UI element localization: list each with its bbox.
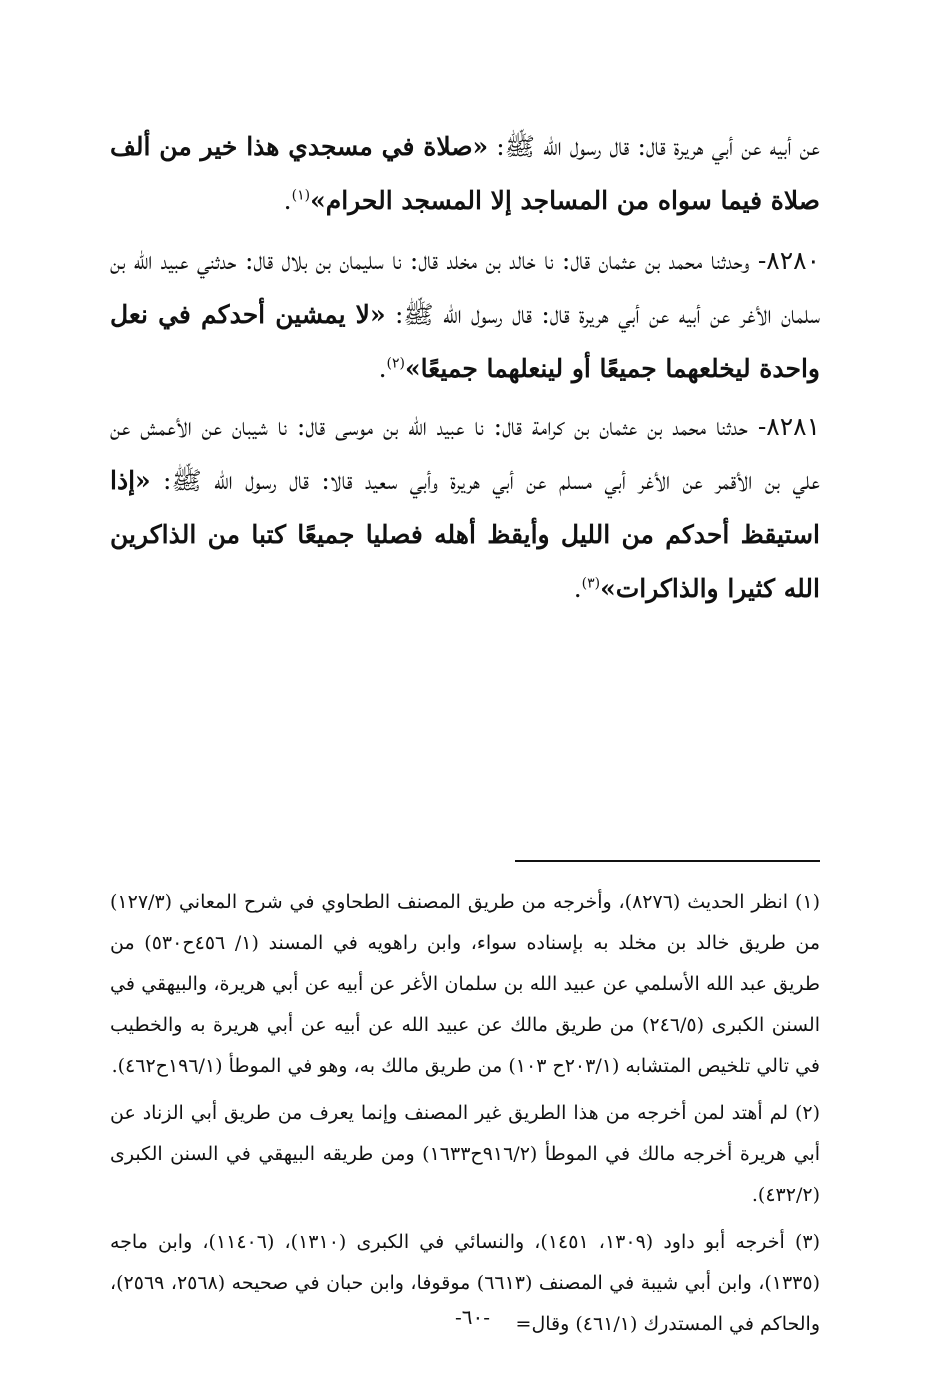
paragraph-1: عن أبيه عن أبي هريرة قال: قال رسول الله ﷺ: «صلاة في مسجدي هذا خير من ألف صلاة فيما سواه من المساجد إلا المسجد الحرام»$^{(١)}$. [110,132,820,215]
paragraph-8280: ٨٢٨٠- وحدثنا محمد بن عثمان قال: نا خالد بن مخلد قال: نا سليمان بن بلال قال: حدثني عبيد الله بن سلمان الأغر عن أبيه عن أبي هريرة قال: قال رسول الله ﷺ: «لا يمشين أحدكم في نعل واحدة ليخلعهما جميعًا أو لينعلهما جميعًا»$^{(٢)}$. [110,246,820,383]
footnote-3-text: أخرجه أبو داود (١٣٠٩، ١٤٥١)، والنسائي في الكبرى (١٣١٠)، (١١٤٠٦)، وابن ماجه (١٣٣٥)، وابن أبي شيبة في المصنف (٦٦١٣) موقوفا، وابن حبان في صحيحه (٢٥٦٨، ٢٥٦٩)، والحاكم في المستدرك (٤٦١/١) وقال= [110,1231,820,1335]
footnote-ref-1: (١) [291,187,311,204]
footnote-1-number: (١) [794,891,820,913]
footnote-ref-2: (٢) [386,355,406,372]
footnote-2 [110,1093,820,1216]
footnote-2-text: لم أهتد لمن أخرجه من هذا الطريق غير المصنف وإنما يعرف من طريق أبي الزناد عن أبي هريرة أخرجه مالك في الموطأ (٩١٦/٢ح١٦٣٣) ومن طريقه البيهقي في السنن الكبرى (٤٣٢/٢). [110,1102,821,1206]
paragraph-1-text: عن أبيه عن أبي هريرة قال: قال رسول الله ﷺ: [488,132,820,161]
paragraph-1-hadith: «صلاة في مسجدي هذا خير من ألف صلاة فيما سواه من المساجد إلا المسجد الحرام» [110,132,820,215]
paragraph-8281-hadith: «إذا استيقظ أحدكم من الليل وأيقظ أهله فصليا جميعًا كتبا من الذاكرين الله كثيرا والذاكرات» [110,466,820,603]
paragraph-8280-hadith: «لا يمشين أحدكم في نعل واحدة ليخلعهما جميعًا أو لينعلهما جميعًا» [110,300,820,383]
page-number: -٦٠- [454,1305,490,1329]
paragraph-8280-text: ٨٢٨٠- وحدثنا محمد بن عثمان قال: نا خالد بن مخلد قال: نا سليمان بن بلال قال: حدثني عبيد الله بن سلمان الأغر عن أبيه عن أبي هريرة قال: قال رسول الله ﷺ: [110,246,820,329]
footnote-separator [515,860,820,862]
footnote-1-text: انظر الحديث (٨٢٧٦)، وأخرجه من طريق المصنف الطحاوي في شرح المعاني (١٢٧/٣) من طريق خالد بن مخلد به بإسناده سواء، وابن راهويه في المسند (١/ ٤٥٦ح٥٣٠) من طريق عبد الله الأسلمي عن عبيد الله بن سلمان الأغر عن أبيه عن أبي هريرة، والبيهقي في السنن الكبرى (٢٤٦/٥) من طريق مالك عن عبيد الله عن أبيه عن أبي هريرة به والخطيب في تالي تلخيص المتشابه (٢٠٣/١ح ١٠٣) من طريق مالك به، وهو في الموطأ (١٩٦/١ح٤٦٢). [110,891,821,1077]
paragraph-8281-text: ٨٢٨١- حدثنا محمد بن عثمان بن كرامة قال: نا عبيد الله بن موسى قال: نا شيبان عن الأعمش عن علي بن الأقمر عن الأغر أبي مسلم عن أبي هريرة وأبي سعيد قالا: قال رسول الله ﷺ: [110,412,820,495]
footnotes [110,882,820,1351]
paragraph-8281: ٨٢٨١- حدثنا محمد بن عثمان بن كرامة قال: نا عبيد الله بن موسى قال: نا شيبان عن الأعمش عن علي بن الأقمر عن الأغر أبي مسلم عن أبي هريرة وأبي سعيد قالا: قال رسول الله ﷺ: «إذا استيقظ أحدكم من الليل وأيقظ أهله فصليا جميعًا كتبا من الذاكرين الله كثيرا والذاكرات»$^{(٣)}$. [110,412,820,603]
footnote-2-number: (٢) [794,1102,820,1124]
main-text [110,120,820,616]
footnote-ref-3: (٣) [581,575,601,592]
footnote-1 [110,882,820,1087]
footnote-3-number: (٣) [794,1231,821,1253]
